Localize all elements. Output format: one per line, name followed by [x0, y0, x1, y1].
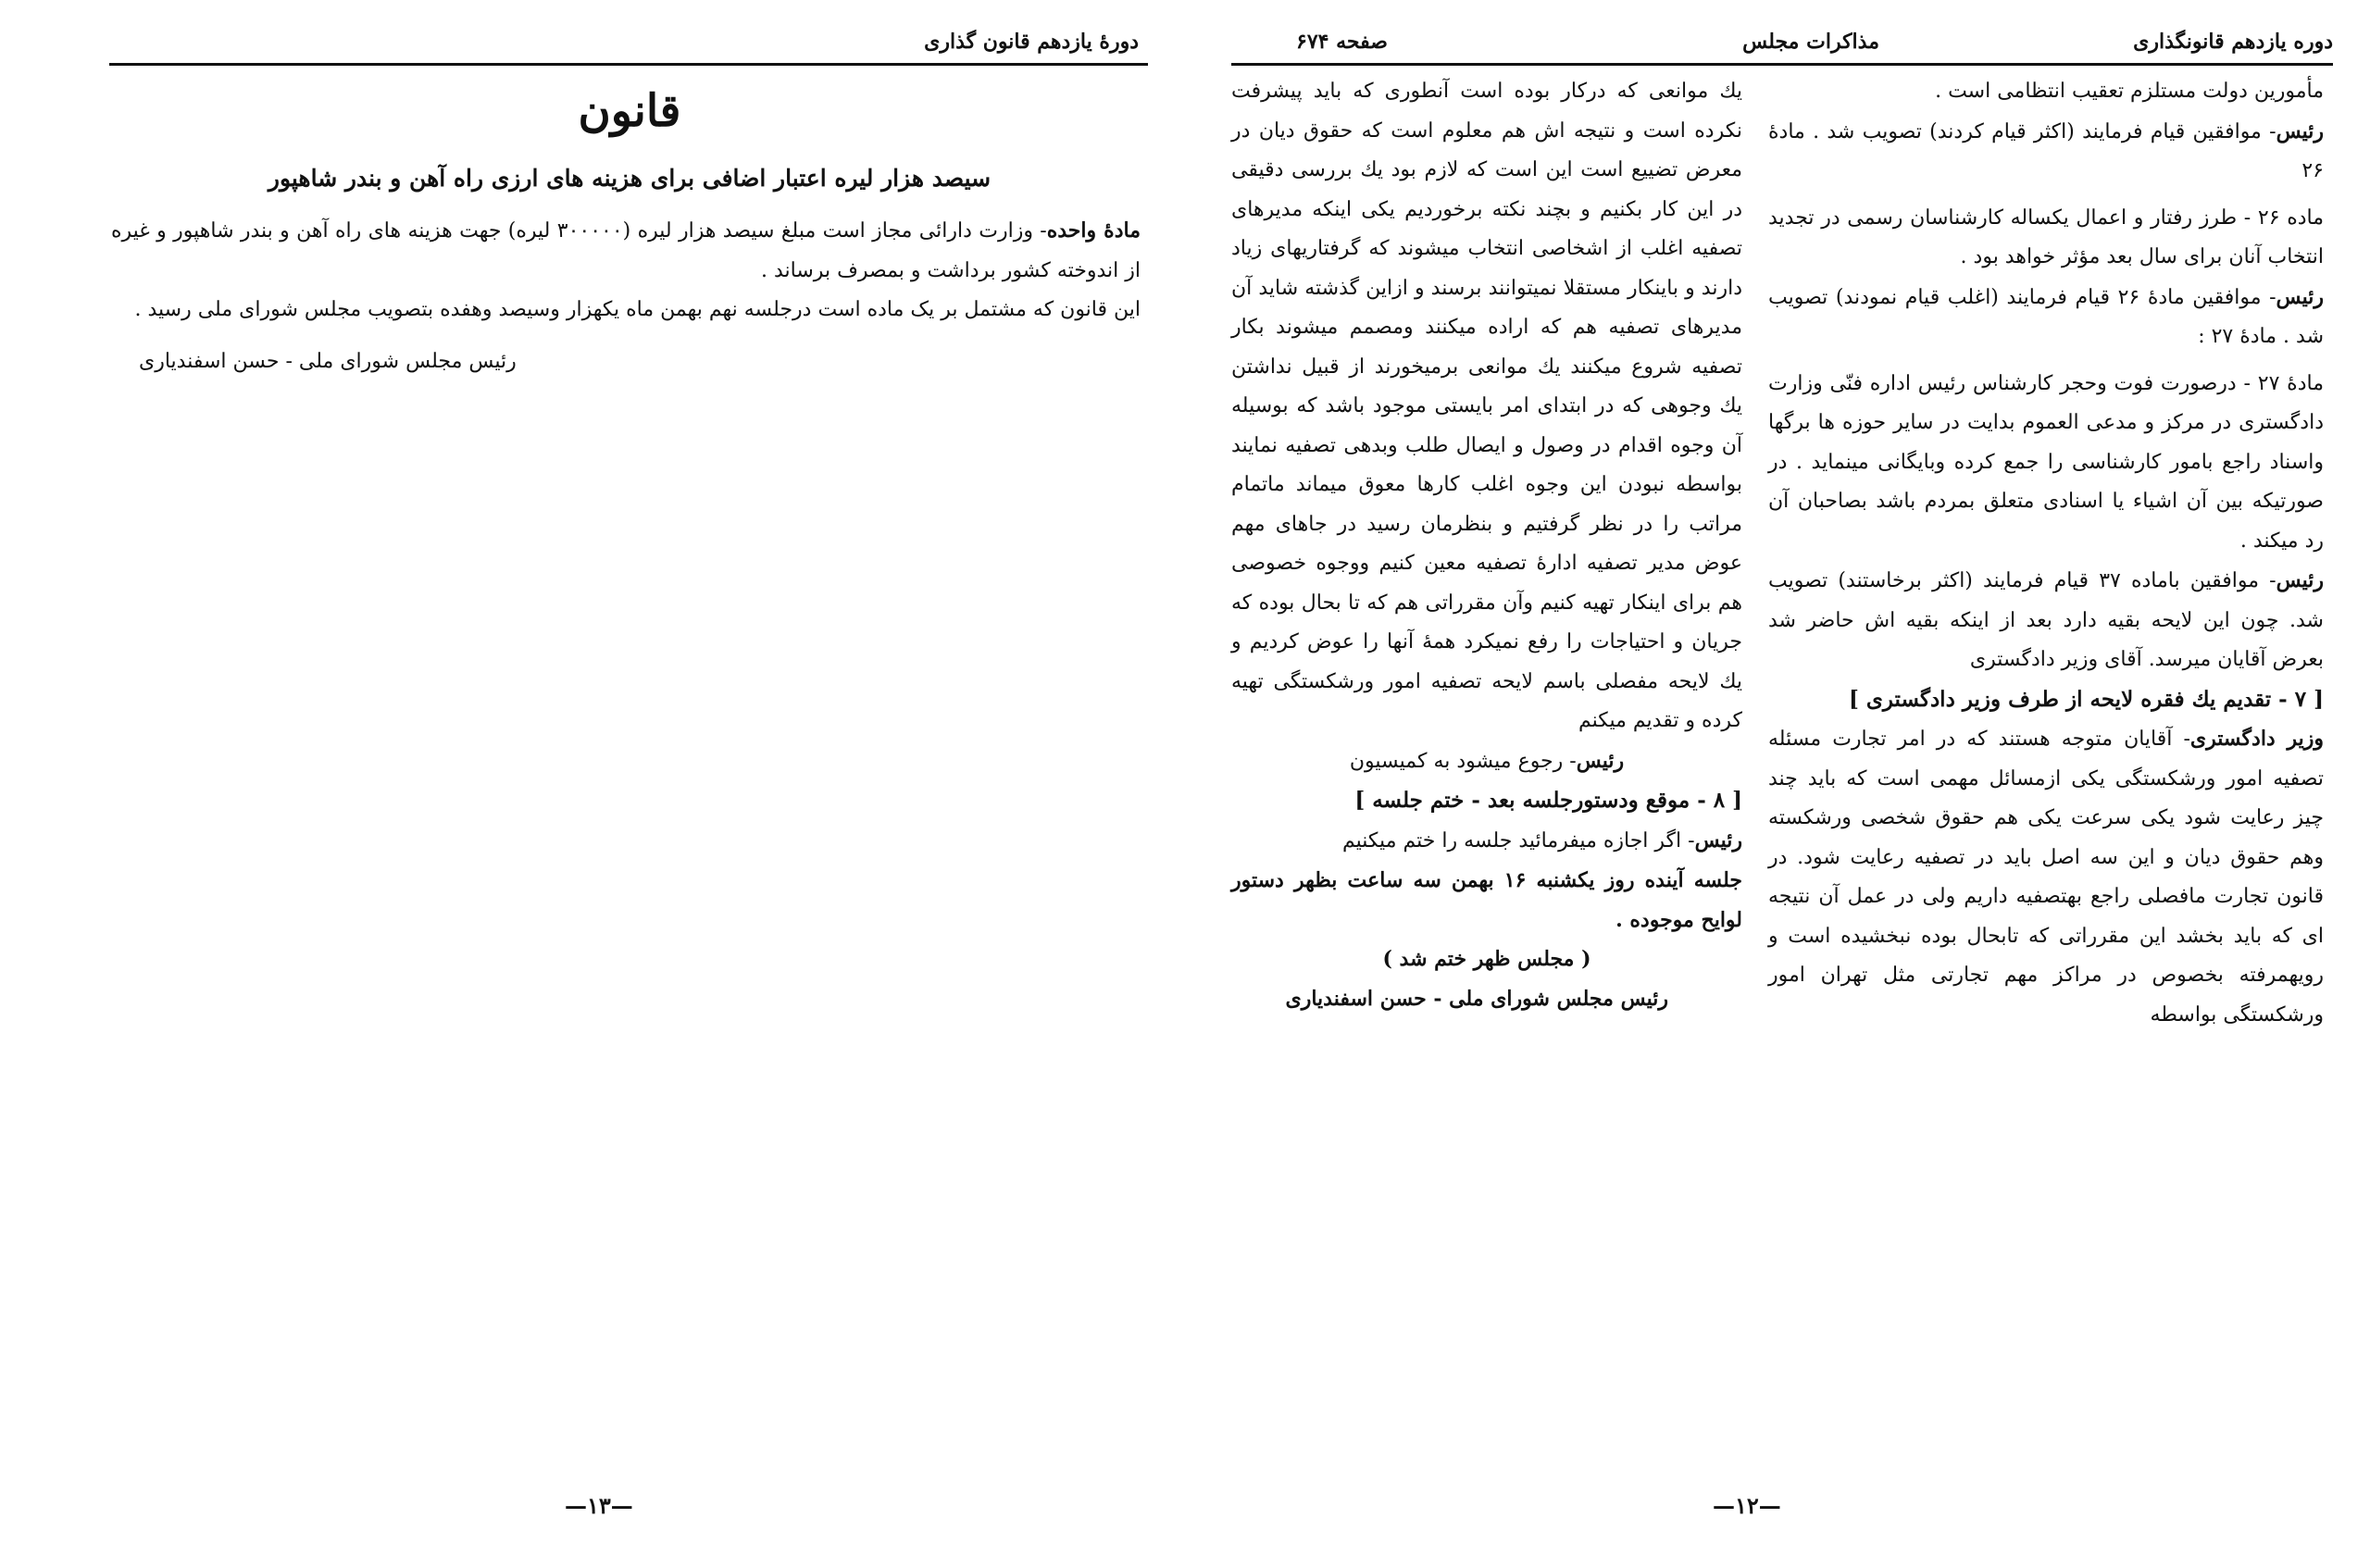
- right-header-page: صفحه ۶۷۴: [1296, 30, 1388, 54]
- law-article: [111, 211, 1141, 291]
- right-header-center: مذاکرات مجلس: [1742, 30, 1879, 54]
- speaker-signature: رئیس مجلس شورای ملی - حسن اسفندیاری: [1285, 986, 1668, 1011]
- law-body: [111, 211, 1141, 330]
- law-signature-block: [139, 342, 620, 382]
- paragraph: [1231, 741, 1742, 782]
- left-page-header: [109, 26, 1148, 66]
- paragraph-text: ماده ۲۶ - طرز رفتار و اعمال یکساله کارشناسان رسمی در تجدید انتخاب آنان برای سال بعد مؤثر خواهد بود .: [1768, 205, 2324, 268]
- law-signature: رئیس مجلس شورای ملی - حسن اسفندیاری: [139, 350, 517, 373]
- law-heading: قانون: [578, 85, 681, 137]
- left-column: [1231, 72, 1742, 1018]
- law-approval: [111, 291, 1141, 330]
- right-page-number: —۱۲—: [1713, 1492, 1781, 1519]
- speaker-label: رئیس: [2276, 284, 2324, 309]
- law-subtitle: سیصد هزار لیره اعتبار اضافی برای هزینه های ارزی راه آهن و بندر شاهپور: [268, 165, 992, 192]
- article-text: - وزارت دارائی مجاز است مبلغ سیصد هزار لیره (۳۰۰۰۰۰ لیره) جهت هزینه های راه آهن و بندر شاهپور و غیره از اندوخته کشور برداشت و بمصرف برساند .: [111, 219, 1141, 282]
- speaker-label: وزیر دادگستری: [2189, 727, 2324, 751]
- paragraph: [1768, 278, 2324, 357]
- left-page-number: —۱۳—: [565, 1492, 633, 1519]
- speaker-label: رئیس: [1694, 828, 1742, 852]
- paragraph-text: - موافقین قیام فرمایند (اکثر قیام کردند) تصویب شد . مادهٔ ۲۶: [1768, 119, 2324, 182]
- right-header-title: دوره یازدهم قانونگذاری: [2133, 30, 2333, 54]
- paragraph: [1768, 199, 2324, 278]
- paragraph-text: - موافقین باماده ۳۷ قیام فرمایند (اکثر برخاستند) تصویب شد. چون این لایحه بقیه دارد بعد از اینکه بقیه اش حاضر شد بعرض آقایان میرسد. آقای وزیر دادگستری: [1768, 569, 2324, 671]
- approval-text: این قانون که مشتمل بر یک ماده است درجلسه نهم بهمن ماه یکهزار وسیصد وهفده بتصویب مجلس شورای ملی رسید .: [134, 298, 1141, 321]
- section-heading: [ ۸ - موقع ودستورجلسه بعد - ختم جلسه ]: [1354, 788, 1742, 813]
- paragraph-text: - آقایان متوجه هستند که در امر تجارت مسئله تصفیه امور ورشکستگی یکی ازمسائل مهمی است که باید چند چیز رعایت شود یکی سرعت یکی هم حقوق شخصی ورشکسته وهم حقوق دیان و این سه اصل باید در تصفیه رعایت شود. در قانون تجارت مافصلی راجع بهتصفیه داریم ولی در عمل آن نتیجه ای که باید بخشد این مقرراتی که تابحال بوده نبخشیده است و رویهمرفته بخصوص در مراکز مهم تجارتی مثل تهران امور ورشکستگی بواسطه: [1768, 728, 2324, 1027]
- article-label: مادهٔ واحده: [1046, 218, 1141, 243]
- right-page-header: [1231, 26, 2333, 66]
- paragraph: [1768, 561, 2324, 680]
- speaker-label: رئیس: [2276, 118, 2324, 143]
- paragraph-text: مادهٔ ۲۷ - درصورت فوت وحجر کارشناس رئیس اداره فنّی وزارت دادگستری در مرکز و مدعی العموم بدایت در سایر حوزه ها برگها واسناد راجع بامور کارشناسی را جمع کرده وبایگانی مینماید . در صورتیکه بین آن اشیاء یا اسنادی متعلق بمردم باشد بصاحبان آن رد میکند .: [1768, 371, 2324, 553]
- right-column: [1768, 72, 2324, 1035]
- paragraph-text: یك موانعی که درکار بوده است آنطوری که باید پیشرفت نکرده است و نتیجه اش هم معلوم است که حقوق دیان در معرض تضییع است این است که لازم بود یك بررسی دقیقی در این کار بکنیم و بچند نکته برخوردیم یکی اینکه مدیرهای تصفیه اغلب از اشخاصی انتخاب میشوند که گرفتاریهای زیاد دارند و باینکار مستقلا نمیتوانند برسند و ازاین گذشته شاید آن مدیرهای تصفیه هم که اراده میکنند ومصمم میشوند بکار تصفیه شروع میکنند یك موانعی برمیخورند از قبیل نداشتن یك وجوهی که در ابتدای امر بایستی موجود باشد که بوسیله آن وجوه اقدام در وصول و ایصال طلب وبدهی تصفیه نمایند بواسطه نبودن این وجوه اغلب کارها معوق میماند ماتمام مراتب را در نظر گرفتیم و بنظرمان رسید در جاهای مهم عوض مدیر تصفیه ادارهٔ تصفیه معین کنیم ووجوه خصوصی هم برای اینکار تهیه کنیم وآن مقرراتی هم که تا بحال بوده که جریان و احتیاجات را رفع نمیکرد همهٔ آنها را عوض کردیم و یك لایحه مفصلی باسم لایحه تصفیه امور ورشکستگی تهیه کرده و تقدیم میکنم: [1231, 80, 1742, 732]
- paragraph: [1768, 365, 2324, 562]
- paragraph-text: - موافقین مادهٔ ۲۶ قیام فرمایند (اغلب قیام نمودند) تصویب شد . مادهٔ ۲۷ :: [1768, 285, 2324, 348]
- left-header-title: دورهٔ یازدهم قانون گذاری: [924, 30, 1139, 54]
- paragraph-text: - رجوع میشود به کمیسیون: [1349, 749, 1577, 773]
- paragraph: [1768, 719, 2324, 1035]
- section-heading: [ ۷ - تقدیم یك فقره لایحه از طرف وزیر دادگستری ]: [1848, 686, 2324, 712]
- paragraph: [1231, 821, 1742, 862]
- right-page: [1194, 0, 2370, 1568]
- left-page: [0, 0, 1176, 1568]
- speaker-label: رئیس: [2276, 568, 2324, 592]
- paragraph: [1768, 112, 2324, 192]
- next-session-note: جلسه آینده روز یکشنبه ۱۶ بهمن سه ساعت بظهر دستور لوایح موجوده .: [1231, 868, 1742, 932]
- session-end-note: ( مجلس ظهر ختم شد ): [1382, 947, 1591, 971]
- paragraph: [1768, 72, 2324, 112]
- paragraph-text: مأمورین دولت مستلزم تعقیب انتظامی است .: [1935, 80, 2324, 103]
- speaker-label: رئیس: [1576, 748, 1625, 773]
- paragraph-text: - اگر اجازه میفرمائید جلسه را ختم میکنیم: [1341, 828, 1695, 852]
- paragraph: [1231, 72, 1742, 741]
